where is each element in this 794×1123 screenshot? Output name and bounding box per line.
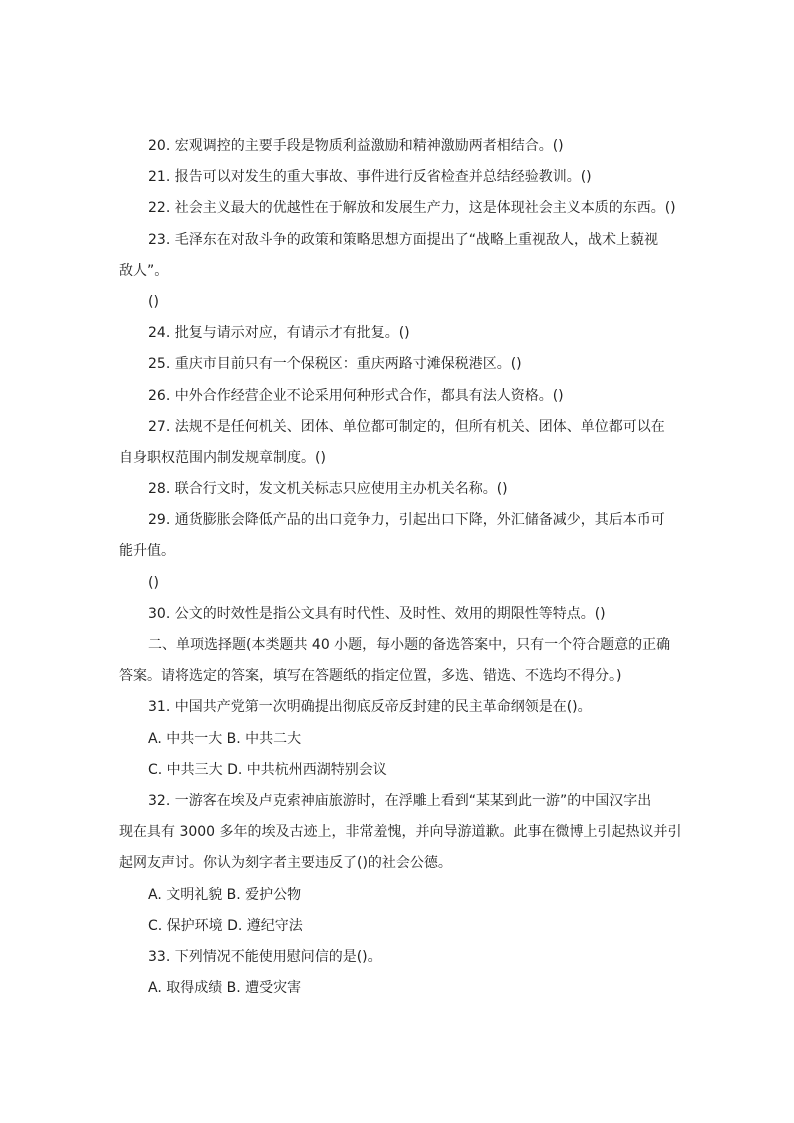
text-line: 30. 公文的时效性是指公文具有时代性、及时性、效用的期限性等特点。() — [148, 605, 606, 622]
text-line: 31. 中国共产党第一次明确提出彻底反帝反封建的民主革命纲领是在()。 — [148, 699, 592, 716]
text-line: 29. 通货膨胀会降低产品的出口竞争力，引起出口下降，外汇储备减少，其后本币可 — [148, 512, 665, 529]
text-line: A. 取得成绩 B. 遭受灾害 — [148, 980, 302, 997]
document-body — [119, 136, 689, 1009]
text-line: 28. 联合行文时，发文机关标志只应使用主办机关名称。() — [148, 481, 508, 498]
text-line: 能升值。 — [119, 543, 175, 560]
text-line: 敌人”。 — [119, 262, 169, 279]
text-line: 23. 毛泽东在对敌斗争的政策和策略思想方面提出了“战略上重视敌人，战术上藐视 — [148, 231, 658, 248]
text-line: () — [148, 574, 159, 591]
text-line: C. 保护环境 D. 遵纪守法 — [148, 917, 303, 934]
text-line: 20. 宏观调控的主要手段是物质利益激励和精神激励两者相结合。() — [148, 138, 564, 154]
text-line: 答案。请将选定的答案，填写在答题纸的指定位置，多选、错选、不选均不得分。) — [119, 668, 622, 685]
text-line: A. 文明礼貌 B. 爱护公物 — [148, 886, 302, 903]
text-line: 二、单项选择题(本类题共 40 小题，每小题的备选答案中，只有一个符合题意的正确 — [148, 637, 671, 653]
text-line: 27. 法规不是任何机关、团体、单位都可制定的，但所有机关、团体、单位都可以在 — [148, 418, 665, 435]
text-line: 25. 重庆市目前只有一个保税区：重庆两路寸滩保税港区。() — [148, 356, 522, 373]
text-line: A. 中共一大 B. 中共二大 — [148, 730, 302, 747]
text-line: 22. 社会主义最大的优越性在于解放和发展生产力，这是体现社会主义本质的东西。() — [148, 200, 676, 217]
text-line: 自身职权范围内制发规章制度。() — [119, 449, 326, 466]
text-line: C. 中共三大 D. 中共杭州西湖特别会议 — [148, 761, 387, 778]
text-line: 起网友声讨。你认为刻字者主要违反了()的社会公德。 — [119, 855, 452, 872]
text-line: 26. 中外合作经营企业不论采用何种形式合作，都具有法人资格。() — [148, 387, 564, 404]
text-line: 21. 报告可以对发生的重大事故、事件进行反省检查并总结经验教训。() — [148, 169, 592, 186]
text-line: 24. 批复与请示对应，有请示才有批复。() — [148, 325, 410, 342]
text-line: 33. 下列情况不能使用慰问信的是()。 — [148, 948, 382, 965]
text-line: () — [148, 293, 159, 310]
text-line: 现在具有 3000 多年的埃及古迹上，非常羞愧，并向导游道歉。此事在微博上引起热议并引 — [119, 824, 682, 841]
text-line: 32. 一游客在埃及卢克索神庙旅游时，在浮雕上看到“某某到此一游”的中国汉字出 — [148, 792, 652, 809]
